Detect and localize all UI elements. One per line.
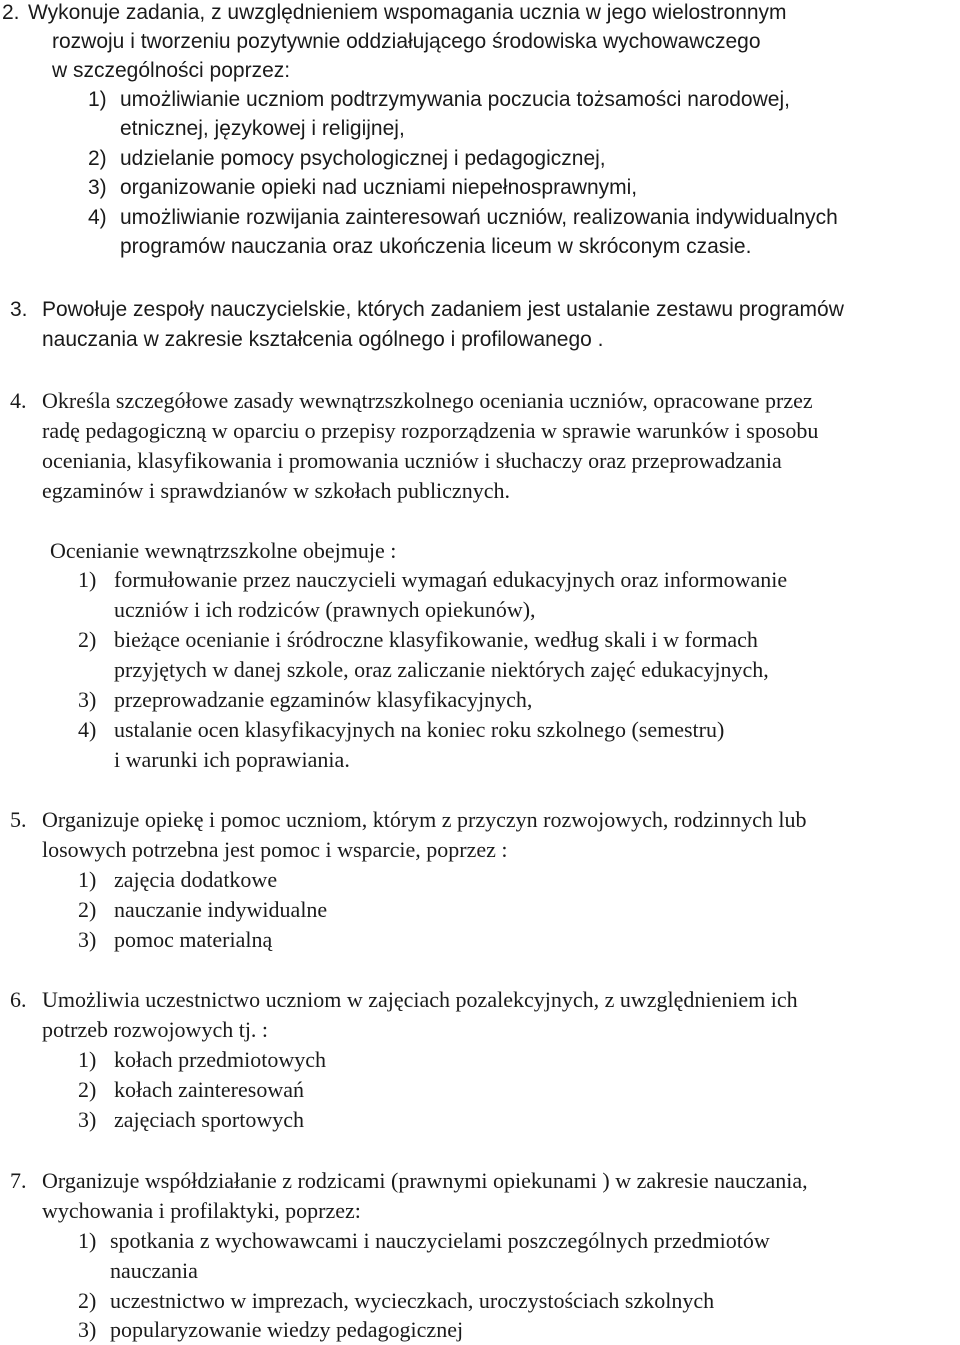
section-text-line: oceniania, klasyfikowania i promowania uczniów i słuchaczy oraz przeprowadzania [42, 448, 782, 473]
section-number: 2. [2, 1, 20, 24]
list-item-text: przyjętych w danej szkole, oraz zaliczanie niektórych zajęć edukacyjnych, [114, 657, 769, 682]
section-text-line: potrzeb rozwojowych tj. : [42, 1017, 269, 1042]
list-item-text: umożliwianie uczniom podtrzymywania poczucia tożsamości narodowej, [120, 88, 790, 111]
list-item-text: bieżące ocenianie i śródroczne klasyfikowanie, według skali i w formach [114, 627, 758, 652]
list-item-number: 1) [78, 1228, 97, 1253]
list-item-number: 3) [88, 176, 107, 199]
section-text-line: w szczególności poprzez: [52, 59, 291, 82]
list-item-number: 3) [78, 1317, 97, 1342]
list-item-text: umożliwianie rozwijania zainteresowań uczniów, realizowania indywidualnych [120, 206, 838, 229]
list-item-number: 3) [78, 687, 97, 712]
list-item-text: spotkania z wychowawcami i nauczycielami poszczególnych przedmiotów [110, 1228, 770, 1253]
list-item-text: przeprowadzanie egzaminów klasyfikacyjnych, [114, 687, 533, 712]
section-text-line: Określa szczegółowe zasady wewnątrzszkolnego oceniania uczniów, opracowane przez [42, 388, 813, 413]
section-number: 4. [10, 388, 27, 413]
list-item-number: 2) [78, 1288, 97, 1313]
list-item-text: pomoc materialną [114, 927, 273, 952]
list-item-text: zajęcia dodatkowe [114, 867, 278, 892]
list-item-text: ustalanie ocen klasyfikacyjnych na koniec roku szkolnego (semestru) [114, 717, 725, 742]
section-text-line: Umożliwia uczestnictwo uczniom w zajęciach pozalekcyjnych, z uwzględnieniem ich [42, 987, 798, 1012]
sub-heading: Ocenianie wewnątrzszkolne obejmuje : [50, 538, 397, 563]
list-item-number: 3) [78, 927, 97, 952]
list-item-text: etnicznej, językowej i religijnej, [120, 117, 405, 140]
section-text-line: radę pedagogiczną w oparciu o przepisy rozporządzenia w sprawie warunków i sposobu [42, 418, 819, 443]
list-item-text: kołach przedmiotowych [114, 1047, 326, 1072]
list-item-number: 4) [88, 206, 107, 229]
list-item-text: uczniów i ich rodziców (prawnych opiekunów), [114, 597, 536, 622]
section-text-line: rozwoju i tworzeniu pozytywnie oddziałującego środowiska wychowawczego [52, 30, 761, 53]
section-text-line: Organizuje współdziałanie z rodzicami (prawnymi opiekunami ) w zakresie nauczania, [42, 1168, 808, 1193]
section-text-line: losowych potrzebna jest pomoc i wsparcie, poprzez : [42, 837, 508, 862]
section-number: 6. [10, 987, 27, 1012]
list-item-number: 1) [78, 1047, 97, 1072]
section-number: 3. [10, 298, 28, 321]
list-item-text: popularyzowanie wiedzy pedagogicznej [110, 1317, 464, 1342]
list-item-text: organizowanie opieki nad uczniami niepełnosprawnymi, [120, 176, 638, 199]
list-item-number: 2) [78, 897, 97, 922]
section-text-line: wychowania i profilaktyki, poprzez: [42, 1198, 361, 1223]
list-item-text: programów nauczania oraz ukończenia liceum w skróconym czasie. [120, 235, 752, 258]
list-item-text: uczestnictwo w imprezach, wycieczkach, uroczystościach szkolnych [110, 1288, 715, 1313]
section-text-line: egzaminów i sprawdzianów w szkołach publicznych. [42, 478, 510, 503]
list-item-number: 1) [78, 567, 97, 592]
list-item-text: kołach zainteresowań [114, 1077, 304, 1102]
list-item-number: 2) [78, 627, 97, 652]
section-number: 5. [10, 807, 27, 832]
section-text-line: Powołuje zespoły nauczycielskie, których zadaniem jest ustalanie zestawu programów [42, 298, 844, 321]
list-item-text: nauczania [110, 1258, 198, 1283]
list-item-number: 2) [78, 1077, 97, 1102]
list-item-number: 2) [88, 147, 107, 170]
section-text-line: nauczania w zakresie kształcenia ogólnego i profilowanego . [42, 328, 604, 351]
list-item-text: i warunki ich poprawiania. [114, 747, 350, 772]
list-item-number: 4) [78, 717, 97, 742]
list-item-text: formułowanie przez nauczycieli wymagań edukacyjnych oraz informowanie [114, 567, 788, 592]
section-text-line: Wykonuje zadania, z uwzględnieniem wspomagania ucznia w jego wielostronnym [28, 1, 787, 24]
section-text-line: Organizuje opiekę i pomoc uczniom, którym z przyczyn rozwojowych, rodzinnych lub [42, 807, 807, 832]
list-item-number: 1) [88, 88, 107, 111]
list-item-text: zajęciach sportowych [114, 1107, 304, 1132]
list-item-text: nauczanie indywidualne [114, 897, 328, 922]
list-item-number: 3) [78, 1107, 97, 1132]
list-item-number: 1) [78, 867, 97, 892]
list-item-text: udzielanie pomocy psychologicznej i pedagogicznej, [120, 147, 606, 170]
section-number: 7. [10, 1168, 27, 1193]
